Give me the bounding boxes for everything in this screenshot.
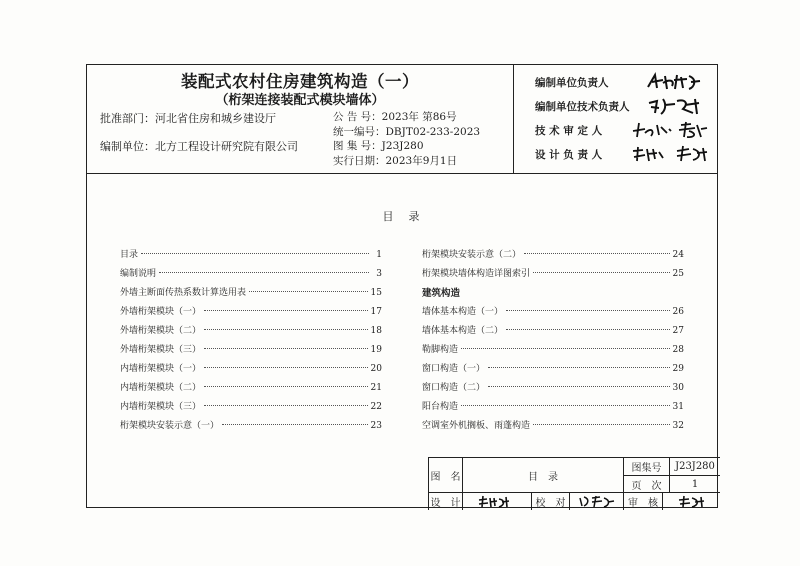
page-number: 1 [691,478,699,490]
toc-item[interactable]: 桁架模块安装示意（二） 24 [422,250,684,260]
reviewer-signature [663,493,720,510]
toc-item[interactable]: 外墙桁架模块（二） 18 [120,326,382,336]
toc-item[interactable]: 外墙桁架模块（三） 19 [120,345,382,355]
drawing-name: 目 录 [528,471,558,483]
drawing-frame [86,64,718,508]
signature-row-unit-head [535,71,715,93]
design-label: 设 计 [430,498,461,509]
compile-unit: 编制单位：北方工程设计研究院有限公司 [100,140,298,153]
toc-item[interactable]: 编制说明 3 [120,269,382,279]
atlas-no-label: 图集号 [631,463,662,474]
checker-signature [570,493,623,510]
toc-left-column [120,247,382,437]
toc-item[interactable]: 目录 1 [120,250,382,260]
page-title: 装配式农村住房建筑构造（一） [181,72,419,91]
approval-dept: 批准部门：河北省住房和城乡建设厅 [100,112,276,125]
toc-item[interactable]: 窗口构造（一） 29 [422,364,684,374]
signature-label: 技 术 审 定 人 [535,125,603,137]
toc-item[interactable]: 墙体基本构造（二） 27 [422,326,684,336]
toc-item[interactable]: 勒脚构造 28 [422,345,684,355]
handwritten-signature [645,71,705,93]
signature-label: 编制单位负责人 [535,77,609,89]
signature-label: 设 计 负 责 人 [535,149,603,161]
unified-number: 统一编号：DBJT02-233-2023 [333,125,481,138]
signature-panel [513,65,719,173]
header [87,65,717,174]
toc-item[interactable]: 外墙桁架模块（一） 17 [120,307,382,317]
atlas-no: J23J280 [675,461,715,472]
toc-item[interactable]: 桁架模块安装示意（一） 23 [120,421,382,431]
toc-item[interactable]: 内墙桁架模块（二） 21 [120,383,382,393]
toc-item[interactable]: 空调室外机搁板、雨蓬构造 32 [422,421,684,431]
check-label: 校 对 [535,498,566,509]
toc-title: 目 录 [382,210,422,223]
toc-item[interactable]: 内墙桁架模块（三） 22 [120,402,382,412]
toc-right-column [422,247,684,437]
page-label: 页 次 [631,480,662,492]
toc-item[interactable]: 墙体基本构造（一） 26 [422,307,684,317]
handwritten-signature [645,95,705,117]
handwritten-signature [631,119,713,141]
toc-item[interactable]: 外墙主断面传热系数计算选用表 15 [120,288,382,298]
designer-signature [463,493,531,510]
signature-row-design-head [535,143,715,165]
atlas-number: 图 集 号：J23J280 [333,140,424,152]
signature-row-tech-head [535,95,715,117]
handwritten-signature [631,143,713,165]
toc-item[interactable]: 阳台构造 31 [422,402,684,412]
toc-item[interactable]: 桁架模块墙体构造详图索引 25 [422,269,684,279]
drawing-name-label: 图 名 [430,471,461,483]
toc-item[interactable]: 窗口构造（二） 30 [422,383,684,393]
toc-item[interactable]: 内墙桁架模块（一） 20 [120,364,382,374]
announcement-number: 公 告 号：2023年 第86号 [333,111,457,123]
signature-label: 编制单位技术负责人 [535,101,630,113]
publication-info [333,110,480,168]
toc-section-heading: 建筑构造 [422,288,461,299]
page-subtitle: （桁架连接装配式模块墙体） [215,93,385,108]
title-block [428,457,720,510]
header-info [87,65,514,173]
effective-date: 实行日期：2023年9月1日 [333,154,458,167]
signature-row-tech-approver [535,119,715,141]
review-label: 审 核 [628,498,658,509]
